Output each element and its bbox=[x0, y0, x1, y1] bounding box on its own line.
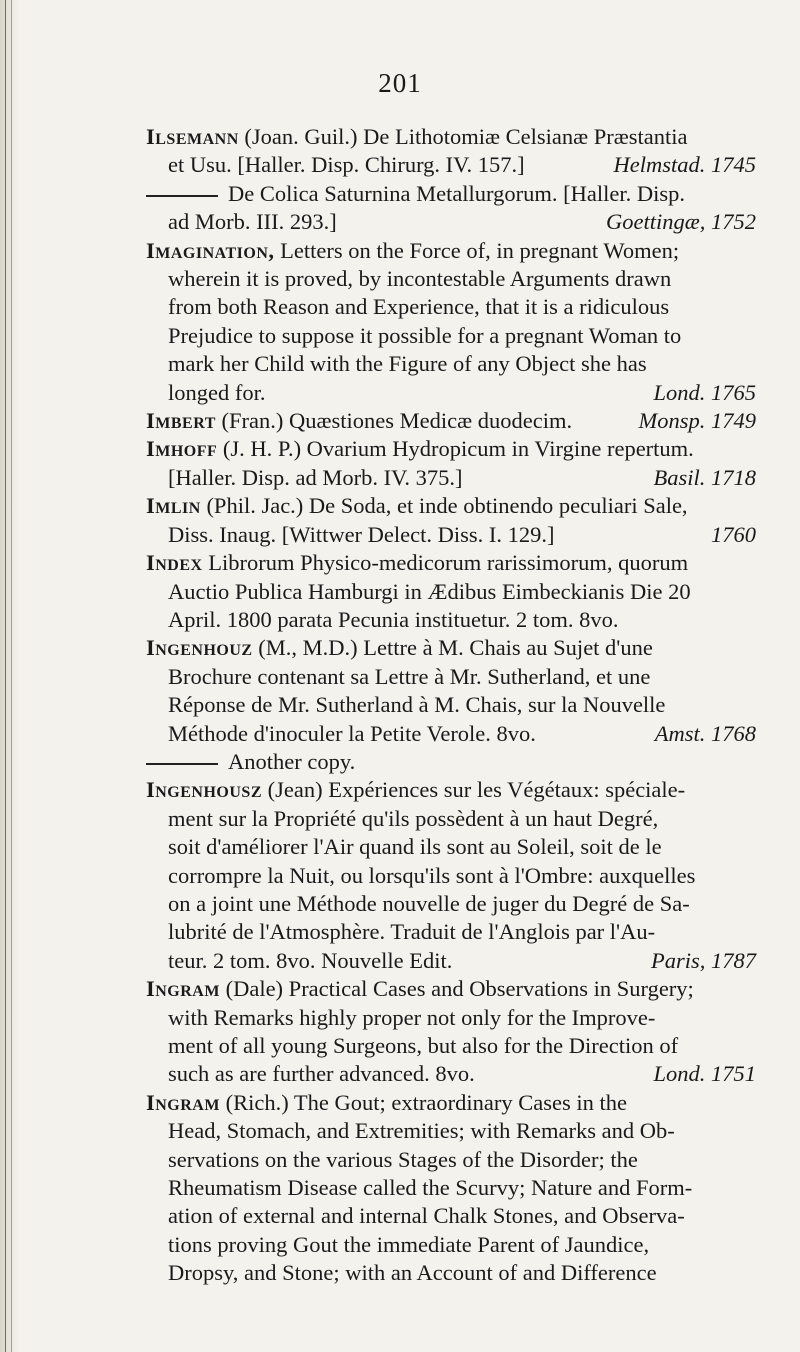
entry-line-text bbox=[168, 266, 671, 291]
entry-first-line bbox=[146, 492, 756, 520]
entry-continuation-line bbox=[146, 464, 756, 492]
entry-text: with Remarks highly proper not only for the Improve- bbox=[168, 1004, 656, 1030]
entry-line-text bbox=[168, 521, 555, 549]
catalogue-entry bbox=[146, 180, 756, 237]
entry-continuation-line bbox=[146, 322, 756, 350]
entry-first-line bbox=[146, 180, 756, 208]
entry-line-text bbox=[146, 1090, 627, 1115]
entry-imprint: Lond. 1751 bbox=[653, 1061, 756, 1087]
catalogue-entry bbox=[146, 776, 756, 975]
entry-continuation-line bbox=[146, 578, 756, 606]
entry-text: ment sur la Propriété qu'ils possèdent à un haut Degré, bbox=[168, 805, 659, 831]
entry-line-text bbox=[168, 208, 337, 236]
binding-line bbox=[5, 0, 6, 1352]
entry-line-text bbox=[146, 436, 694, 461]
entry-text: (Dale) Practical Cases and Observations in Surgery; bbox=[219, 976, 694, 1002]
entry-first-line bbox=[146, 975, 756, 1003]
entry-text: (Rich.) The Gout; extraordinary Cases in the bbox=[219, 1089, 627, 1115]
entry-first-line bbox=[146, 407, 756, 435]
entry-continuation-line bbox=[146, 151, 756, 179]
entry-line-text bbox=[168, 919, 655, 944]
catalogue-entry bbox=[146, 492, 756, 549]
entry-continuation-line bbox=[146, 862, 756, 890]
catalogue-entry bbox=[146, 748, 756, 776]
entry-text: ation of external and internal Chalk Stones, and Observa- bbox=[168, 1203, 685, 1229]
entry-line-text bbox=[168, 323, 681, 348]
entry-text: (M., M.D.) Lettre à M. Chais au Sujet d'une bbox=[252, 635, 653, 661]
entry-text: Réponse de Mr. Sutherland à M. Chais, sur la Nouvelle bbox=[168, 692, 666, 718]
entry-first-line bbox=[146, 123, 756, 151]
entry-text: Head, Stomach, and Extremities; with Remarks and Ob- bbox=[168, 1118, 675, 1144]
entry-line-text bbox=[168, 464, 463, 492]
entry-continuation-line bbox=[146, 1231, 756, 1259]
entry-heading: Imbert bbox=[146, 408, 216, 434]
catalogue-entries bbox=[146, 123, 756, 1288]
entry-imprint: Lond. 1765 bbox=[653, 379, 756, 405]
entry-line-text bbox=[146, 635, 653, 660]
entry-text: wherein it is proved, by incontestable Arguments drawn bbox=[168, 266, 672, 292]
entry-line-text bbox=[168, 351, 647, 376]
entry-text: (Jean) Expériences sur les Végétaux: spéciale- bbox=[262, 777, 686, 803]
catalogue-entry bbox=[146, 1089, 756, 1288]
entry-continuation-line bbox=[146, 350, 756, 378]
entry-heading: Imagination, bbox=[146, 237, 275, 263]
entry-text: Auctio Publica Hamburgi in Ædibus Eimbeckianis Die 20 bbox=[168, 578, 691, 604]
entry-text: Diss. Inaug. [Wittwer Delect. Diss. I. 129.] bbox=[168, 521, 555, 547]
entry-text: mark her Child with the Figure of any Object she has bbox=[168, 351, 647, 377]
entry-line-text bbox=[146, 124, 687, 149]
entry-first-line bbox=[146, 776, 756, 804]
entry-line-text bbox=[146, 493, 688, 518]
entry-line-text bbox=[146, 181, 685, 206]
entry-line-text bbox=[146, 550, 688, 575]
entry-text: corrompre la Nuit, ou lorsqu'ils sont à l'Ombre: auxquelles bbox=[168, 862, 696, 888]
entry-text: on a joint une Méthode nouvelle de juger du Degré de Sa- bbox=[168, 890, 690, 916]
entry-continuation-line bbox=[146, 521, 756, 549]
entry-first-line bbox=[146, 634, 756, 662]
entry-imprint: Monsp. 1749 bbox=[638, 408, 756, 434]
entry-line-text bbox=[168, 1260, 657, 1285]
entry-heading: Index bbox=[146, 550, 203, 576]
entry-continuation-line bbox=[146, 1060, 756, 1088]
entry-heading: Imhoff bbox=[146, 436, 218, 462]
entry-line-text bbox=[168, 664, 650, 689]
entry-imprint: Helmstad. 1745 bbox=[613, 152, 756, 178]
page-left-edge bbox=[0, 0, 20, 1352]
entry-continuation-line bbox=[146, 833, 756, 861]
entry-continuation-line bbox=[146, 1146, 756, 1174]
entry-text: [Haller. Disp. ad Morb. IV. 375.] bbox=[168, 464, 463, 490]
entry-continuation-line bbox=[146, 918, 756, 946]
entry-line-text bbox=[168, 806, 658, 831]
entry-line-text bbox=[168, 1175, 692, 1200]
entry-line-text bbox=[168, 863, 695, 888]
entry-text: April. 1800 parata Pecunia instituetur. 2 tom. 8vo. bbox=[168, 606, 619, 632]
entry-line-text bbox=[168, 1203, 685, 1228]
entry-line-text bbox=[168, 1005, 655, 1030]
entry-text: ad Morb. III. 293.] bbox=[168, 209, 337, 235]
page-number: 201 bbox=[378, 68, 422, 98]
entry-line-text bbox=[168, 151, 525, 179]
entry-text: (J. H. P.) Ovarium Hydropicum in Virgine repertum. bbox=[217, 436, 694, 462]
entry-line-text bbox=[168, 891, 690, 916]
entry-line-text bbox=[168, 294, 669, 319]
entry-text: Brochure contenant sa Lettre à Mr. Sutherland, et une bbox=[168, 663, 651, 689]
entry-continuation-line bbox=[146, 606, 756, 634]
entry-line-text bbox=[168, 1147, 638, 1172]
entry-first-line bbox=[146, 748, 756, 776]
entry-continuation-line bbox=[146, 663, 756, 691]
entry-continuation-line bbox=[146, 265, 756, 293]
entry-line-text bbox=[168, 379, 265, 407]
entry-text: (Joan. Guil.) De Lithotomiæ Celsianæ Præstantia bbox=[238, 124, 688, 149]
entry-line-text bbox=[146, 407, 572, 435]
entry-line-text bbox=[168, 1033, 678, 1058]
entry-line-text bbox=[146, 749, 355, 774]
entry-line-text bbox=[168, 720, 536, 748]
entry-text: Prejudice to suppose it possible for a pregnant Woman to bbox=[168, 322, 682, 348]
catalogue-entry bbox=[146, 975, 756, 1089]
entry-continuation-line bbox=[146, 1004, 756, 1032]
entry-text: Letters on the Force of, in pregnant Women; bbox=[274, 237, 680, 263]
entry-text: from both Reason and Experience, that it is a ridiculous bbox=[168, 294, 670, 320]
entry-first-line bbox=[146, 1089, 756, 1117]
entry-continuation-line bbox=[146, 720, 756, 748]
entry-text: lubrité de l'Atmosphère. Traduit de l'Anglois par l'Au- bbox=[168, 919, 656, 945]
entry-text: longed for. bbox=[168, 379, 266, 405]
entry-text: Méthode d'inoculer la Petite Verole. 8vo. bbox=[168, 720, 536, 746]
entry-text: Rheumatism Disease called the Scurvy; Nature and Form- bbox=[168, 1175, 693, 1201]
entry-continuation-line bbox=[146, 890, 756, 918]
ditto-dash bbox=[146, 763, 218, 765]
entry-continuation-line bbox=[146, 947, 756, 975]
entry-text: soit d'améliorer l'Air quand ils sont au Soleil, soit de le bbox=[168, 834, 662, 860]
entry-text: tions proving Gout the immediate Parent of Jaundice, bbox=[168, 1231, 650, 1257]
entry-text: teur. 2 tom. 8vo. Nouvelle Edit. bbox=[168, 947, 453, 973]
entry-line-text bbox=[146, 238, 679, 263]
entry-heading: Ingenhouz bbox=[146, 635, 253, 661]
entry-heading: Ilsemann bbox=[146, 124, 239, 149]
entry-line-text bbox=[146, 976, 694, 1001]
entry-line-text bbox=[168, 1060, 475, 1088]
entry-text: servations on the various Stages of the Disorder; the bbox=[168, 1146, 638, 1172]
entry-text: Dropsy, and Stone; with an Account of and Difference bbox=[168, 1260, 657, 1286]
entry-continuation-line bbox=[146, 208, 756, 236]
catalogue-entry bbox=[146, 435, 756, 492]
entry-continuation-line bbox=[146, 293, 756, 321]
entry-continuation-line bbox=[146, 805, 756, 833]
entry-text: De Colica Saturnina Metallurgorum. [Haller. Disp. bbox=[228, 180, 685, 206]
entry-text: Another copy. bbox=[228, 748, 356, 774]
entry-text: such as are further advanced. 8vo. bbox=[168, 1061, 475, 1087]
entry-line-text bbox=[168, 692, 665, 717]
entry-heading: Ingenhousz bbox=[146, 777, 262, 803]
entry-text: ment of all young Surgeons, but also for the Direction of bbox=[168, 1033, 679, 1058]
entry-continuation-line bbox=[146, 1117, 756, 1145]
entry-continuation-line bbox=[146, 1032, 756, 1060]
entry-continuation-line bbox=[146, 1259, 756, 1287]
entry-imprint: 1760 bbox=[711, 521, 756, 547]
entry-first-line bbox=[146, 549, 756, 577]
entry-text: (Phil. Jac.) De Soda, et inde obtinendo peculiari Sale, bbox=[200, 493, 688, 519]
catalogue-entry bbox=[146, 237, 756, 407]
entry-line-text bbox=[168, 1232, 649, 1257]
entry-line-text bbox=[168, 947, 452, 975]
ditto-dash bbox=[146, 195, 218, 197]
entry-line-text bbox=[168, 834, 662, 859]
entry-text: (Fran.) Quæstiones Medicæ duodecim. bbox=[215, 408, 573, 434]
catalogue-entry bbox=[146, 407, 756, 435]
entry-continuation-line bbox=[146, 379, 756, 407]
binding-line bbox=[11, 0, 12, 1352]
entry-heading: Ingram bbox=[146, 976, 220, 1002]
entry-heading: Imlin bbox=[146, 493, 201, 519]
entry-line-text bbox=[168, 607, 619, 632]
entry-first-line bbox=[146, 237, 756, 265]
entry-imprint: Goettingæ, 1752 bbox=[606, 209, 756, 235]
entry-imprint: Paris, 1787 bbox=[650, 947, 756, 973]
entry-imprint: Amst. 1768 bbox=[654, 720, 756, 746]
catalogue-entry bbox=[146, 634, 756, 748]
entry-continuation-line bbox=[146, 1202, 756, 1230]
catalogue-entry bbox=[146, 123, 756, 180]
entry-line-text bbox=[168, 579, 691, 604]
entry-continuation-line bbox=[146, 691, 756, 719]
entry-text: et Usu. [Haller. Disp. Chirurg. IV. 157.] bbox=[168, 152, 525, 178]
entry-first-line bbox=[146, 435, 756, 463]
entry-continuation-line bbox=[146, 1174, 756, 1202]
catalogue-entry bbox=[146, 549, 756, 634]
entry-heading: Ingram bbox=[146, 1089, 220, 1115]
entry-text: Librorum Physico-medicorum rarissimorum, quorum bbox=[202, 550, 689, 576]
entry-imprint: Basil. 1718 bbox=[653, 464, 756, 490]
entry-line-text bbox=[146, 777, 685, 802]
entry-line-text bbox=[168, 1118, 675, 1143]
